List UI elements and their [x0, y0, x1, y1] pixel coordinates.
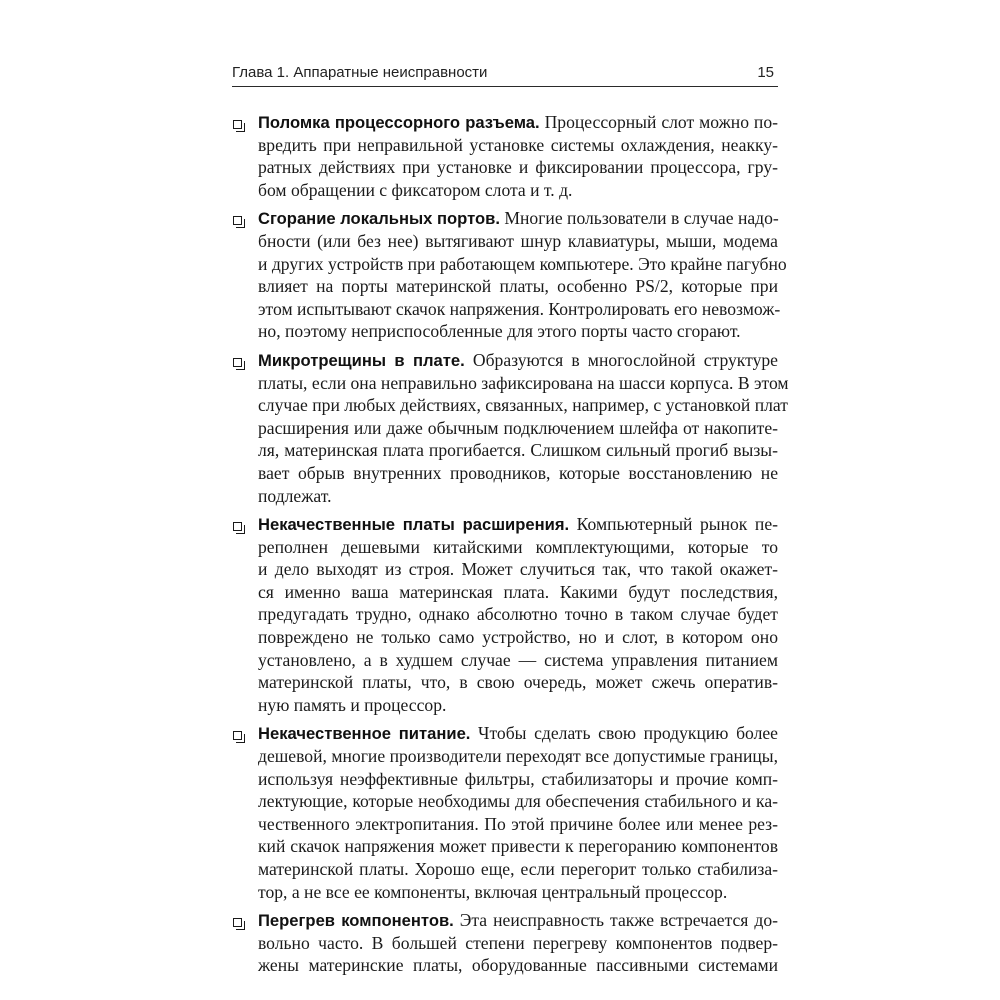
paragraph-line: лектующие, которые необходимы для обеспечения стабильного и ка- [258, 791, 778, 812]
paragraph-line [258, 207, 778, 230]
paragraph-line: бности (или без нее) вытягивают шнур клавиатуры, мыши, модема [258, 230, 778, 251]
checkbox-bullet-icon [233, 358, 242, 367]
list-item [232, 909, 778, 977]
list-item [232, 349, 789, 507]
paragraph-line: материнской платы. Хорошо еще, если перегорит только стабилиза- [258, 859, 778, 879]
item-text: Чтобы сделать свою продукцию более [470, 723, 778, 744]
paragraph-line: расширения или даже обычным подключением шлейфа от накопите- [258, 417, 778, 438]
paragraph-line: ную память и процессор. [258, 694, 447, 715]
paragraph-line: ля, материнская плата прогибается. Слишком сильный прогиб вызы- [258, 440, 778, 461]
paragraph-line: чественного электропитания. По этой причине более или менее рез- [258, 813, 778, 834]
paragraph-line: бом обращении с фиксатором слота и т. д. [258, 179, 573, 200]
running-header [232, 62, 778, 87]
item-term: Сгорание локальных портов. [258, 209, 500, 229]
chapter-title: Глава 1. Аппаратные неисправности [232, 64, 488, 81]
checkbox-bullet-icon [233, 120, 242, 129]
paragraph-line: тор, а не все ее компоненты, включая центральный процессор. [258, 881, 728, 902]
paragraph-line: влияет на порты материнской платы, особенно PS/2, которые при [258, 276, 778, 297]
paragraph-line [258, 513, 778, 536]
fault-list [232, 111, 789, 983]
item-term: Микротрещины в плате. [258, 350, 465, 370]
page-number: 15 [757, 64, 774, 81]
paragraph-line [258, 111, 778, 134]
paragraph-line: ся именно ваша материнская плата. Какими будут последствия, [258, 581, 778, 602]
paragraph-line: и дело выходят из строя. Может случиться так, что такой окажет- [258, 559, 778, 580]
paragraph-line: и других устройств при работающем компьютере. Это крайне пагубно [258, 253, 787, 274]
item-text: Эта неисправность также встречается до- [453, 910, 778, 931]
checkbox-bullet-icon [233, 918, 242, 927]
paragraph-line: жены материнские платы, оборудованные пассивными системами [258, 955, 778, 976]
list-item [232, 722, 778, 903]
list-item [232, 207, 787, 343]
paragraph-line: вает обрыв внутренних проводников, которые восстановлению не [258, 462, 778, 483]
paragraph-line: материнской платы, что, в свою очередь, может сжечь оператив- [258, 672, 778, 693]
checkbox-bullet-icon [233, 731, 242, 740]
paragraph-line: вредить при неправильной установке системы охлаждения, неакку- [258, 134, 778, 155]
paragraph-line: подлежат. [258, 485, 332, 506]
paragraph-line: платы, если она неправильно зафиксирована на шасси корпуса. В этом [258, 372, 789, 393]
paragraph-line: этом испытывают скачок напряжения. Контролировать его невозмож- [258, 298, 781, 319]
item-term: Перегрев компонентов. [258, 911, 454, 931]
item-term: Поломка процессорного разъема. [258, 113, 540, 132]
paragraph-line: ратных действиях при установке и фиксировании процессора, гру- [258, 157, 778, 178]
paragraph-line: кий скачок напряжения может привести к перегоранию компонентов [258, 836, 778, 857]
checkbox-bullet-icon [233, 216, 242, 225]
paragraph-line: предугадать трудно, однако абсолютно точно в таком случае будет [258, 604, 778, 625]
item-text: Процессорный слот можно по- [539, 112, 778, 132]
paragraph-line: используя неэффективные фильтры, стабилизаторы и прочие комп- [258, 768, 778, 789]
item-text: Образуются в многослойной структуре [464, 349, 778, 370]
paragraph-line [258, 349, 778, 372]
paragraph-line: случае при любых действиях, связанных, например, с установкой плат [258, 395, 788, 416]
checkbox-bullet-icon [233, 522, 242, 531]
list-item [232, 111, 778, 201]
paragraph-line: реполнен дешевыми китайскими комплектующими, которые то [258, 536, 778, 557]
item-text: Компьютерный рынок пе- [569, 514, 778, 535]
paragraph-line [258, 909, 778, 932]
paragraph-line [258, 722, 778, 745]
paragraph-line: дешевой, многие производители переходят все допустимые границы, [258, 746, 778, 767]
paragraph-line: установлено, а в худшем случае — система управления питанием [258, 649, 778, 670]
item-term: Некачественные платы расширения. [258, 515, 570, 535]
item-term: Некачественное питание. [258, 724, 471, 744]
paragraph-line: вольно часто. В большей степени перегреву компонентов подвер- [258, 932, 778, 953]
item-text: Многие пользователи в случае надо- [499, 208, 779, 229]
paragraph-line: повреждено не только само устройство, но и слот, в котором оно [258, 627, 778, 648]
paragraph-line: но, поэтому неприспособленные для этого порты часто сгорают. [258, 321, 741, 342]
list-item [232, 513, 778, 716]
